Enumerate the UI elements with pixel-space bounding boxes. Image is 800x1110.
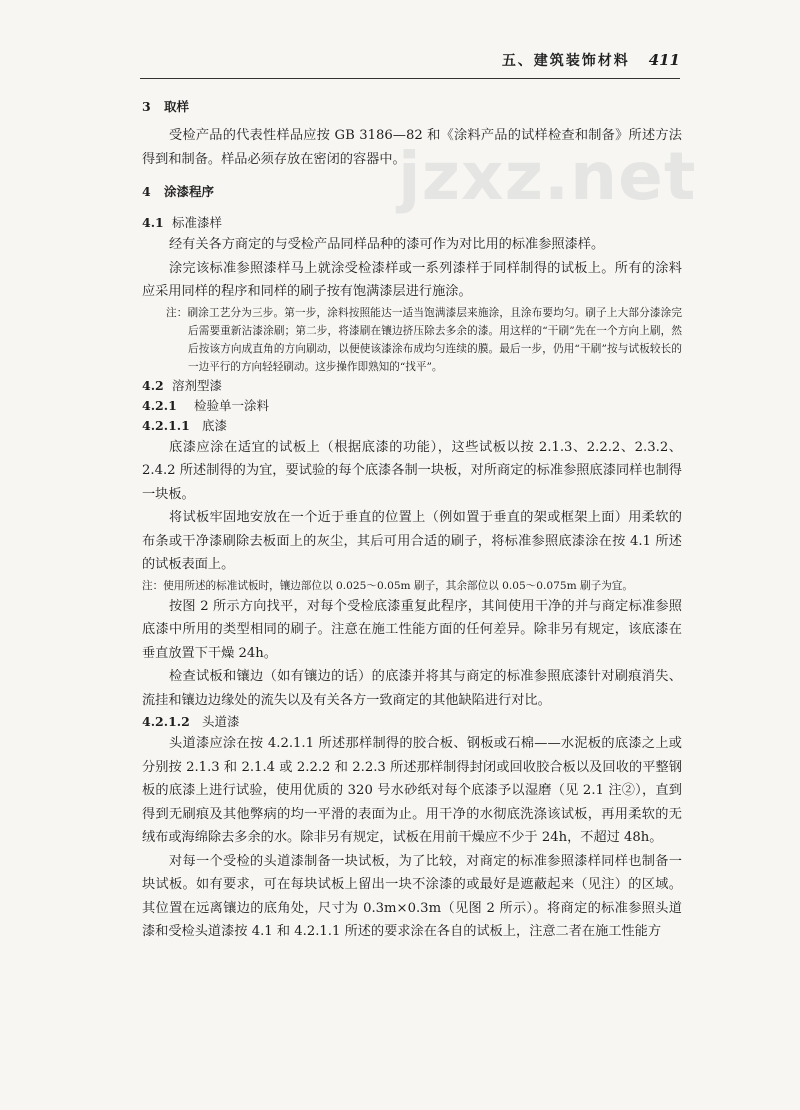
heading-4: [142, 181, 682, 203]
heading-4-1: [142, 213, 682, 233]
heading-title: 检验单一涂料: [194, 397, 270, 413]
heading-title: 取样: [164, 99, 190, 114]
heading-number: 4.2.1.2: [142, 714, 190, 729]
paragraph: 按图 2 所示方向找平，对每个受检底漆重复此程序，其间使用干净的并与商定标准参照底漆中所用的类型相同的刷子。注意在施工性能方面的任何差异。除非另有规定，该底漆在垂直放置下干燥 24h。: [142, 598, 682, 661]
running-header: [140, 50, 680, 79]
heading-title: 标准漆样: [172, 215, 223, 230]
paragraph: 头道漆应涂在按 4.2.1.1 所述那样制得的胶合板、钢板或石棉——水泥板的底漆之上或分别按 2.1.3 和 2.1.4 或 2.2.2 和 2.2.3 所述那样制得封闭或回收胶合板以及回收的平整钢板的底漆上进行试验，使用优质的 320 号水砂纸对每个底漆予以湿磨（见 2.1 注②），直到得到无刷痕及其他弊病的均一平滑的表面为止。用干净的水彻底洗涤该试板，再用柔软的无绒布或海绵除去多余的水。除非另有规定，试板在用前干燥应不少于 24h，不超过 48h。: [142, 736, 682, 845]
paragraph: 底漆应涂在适宜的试板上（根据底漆的功能），这些试板以按 2.1.3、2.2.2、2.3.2、2.4.2 所述制得的为宜，要试验的每个底漆各制一块板，对所商定的标准参照底漆同样也制得一块板。: [142, 439, 682, 502]
paragraph: 受检产品的代表性样品应按 GB 3186—82 和《涂料产品的试样检查和制备》所述方法得到和制备。样品必须存放在密闭的容器中。: [142, 128, 682, 167]
paragraph: 涂完该标准参照漆样马上就涂受检漆样或一系列漆样于同样制得的试板上。所有的涂料应采用同样的程序和同样的刷子按有饱满漆层进行施涂。: [142, 260, 682, 299]
paragraph: 将试板牢固地安放在一个近于垂直的位置上（例如置于垂直的架或框架上面）用柔软的布条或干净漆刷除去板面上的灰尘，其后可用合适的刷子，将标准参照底漆涂在按 4.1 所述的试板表面上。: [142, 510, 682, 572]
heading-title: 涂漆程序: [164, 184, 215, 199]
paragraph: 经有关各方商定的与受检产品同样品种的漆可作为对比用的标准参照漆样。: [169, 237, 605, 252]
heading-number: 4.2.1: [142, 397, 177, 413]
heading-3: [142, 96, 682, 118]
heading-title: 底漆: [202, 417, 228, 433]
body-text: [142, 96, 682, 944]
heading-4-2-1: [142, 396, 682, 416]
paragraph: 检查试板和镶边（如有镶边的话）的底漆并将其与商定的标准参照底漆针对刷痕消失、流挂和镶边边缘处的流失以及有关各方一致商定的其他缺陷进行对比。: [142, 669, 682, 708]
heading-number: 4.1: [142, 215, 164, 230]
note: 注：刷涂工艺分为三步。第一步，涂料按照能达一适当饱满漆层来施涂，且涂布要均匀。刷子上大部分漆涂完后需要重新沾漆涂刷；第二步，将漆刷在镶边挤压除去多余的漆。用这样的“干刷”先在一个方向上刷，然后按该方向成直角的方向刷动，以便使该漆涂布成均匀连续的膜。最后一步，仍用“干刷”按与试板较长的一边平行的方向轻轻刷动。这步操作即熟知的“找平”。: [166, 306, 682, 373]
note: 注：使用所述的标准试板时，镶边部位以 0.025～0.05m 刷子，其余部位以 0.05～0.075m 刷子为宜。: [142, 579, 633, 592]
heading-number: 4.2.1.1: [142, 417, 190, 433]
heading-4-2-1-1: [142, 416, 682, 436]
header-section-title: 五、建筑装饰材料: [501, 53, 630, 69]
watermark: jzxz.net: [398, 138, 697, 215]
heading-number: 3: [142, 99, 151, 114]
heading-number: 4: [142, 184, 151, 199]
heading-title: 溶剂型漆: [172, 377, 223, 393]
heading-title: 头道漆: [202, 714, 240, 729]
page-number: 411: [648, 51, 680, 69]
paragraph: 对每一个受检的头道漆制备一块试板，为了比较，对商定的标准参照漆样同样也制备一块试板。如有要求，可在每块试板上留出一块不涂漆的或最好是遮蔽起来（见注）的区域。其位置在远离镶边的底角处，尺寸为 0.3m×0.3m（见图 2 所示）。将商定的标准参照头道漆和受检头道漆按 4.1 和 4.2.1.1 所述的要求涂在各自的试板上，注意二者在施工性能方: [142, 853, 682, 939]
heading-4-2: [142, 376, 682, 396]
heading-number: 4.2: [142, 377, 164, 393]
heading-4-2-1-2: [142, 712, 682, 732]
